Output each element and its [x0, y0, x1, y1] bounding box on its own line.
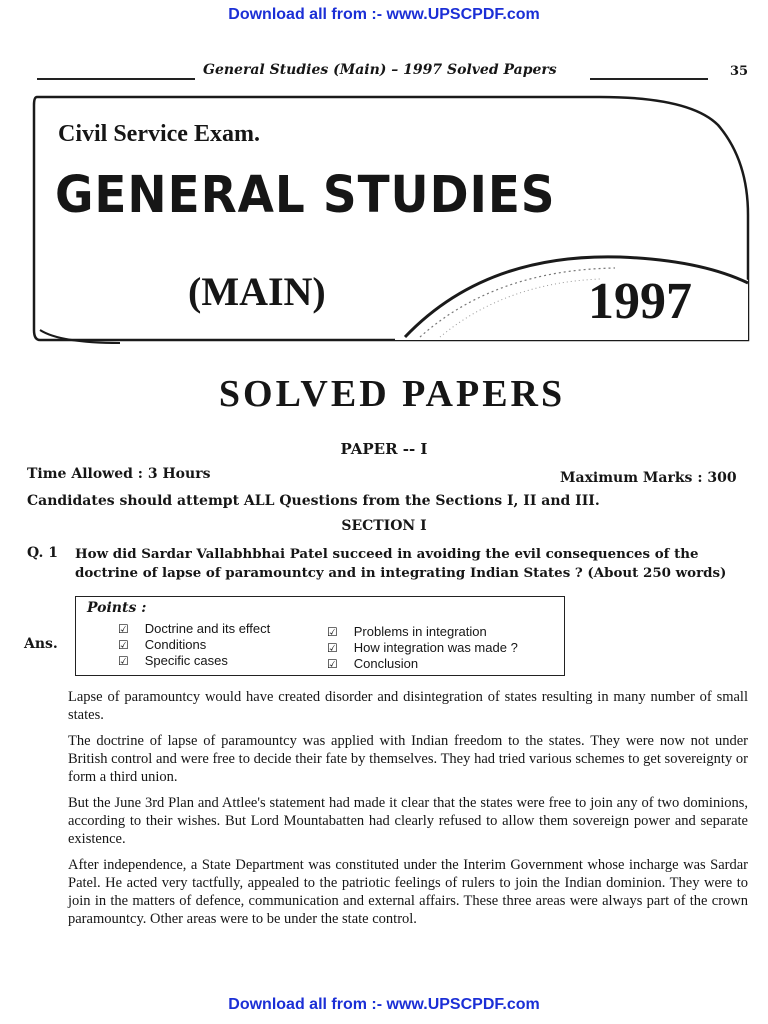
paragraph: The doctrine of lapse of paramountcy was applied with Indian freedom to the states. They were now not under British control and were free to decide their fate by themselves. They had tried various schemes to get sovereignty or form a third union. — [68, 733, 748, 785]
point-item: ☑ How integration was made ? — [327, 640, 518, 655]
solved-papers-heading: SOLVED PAPERS — [218, 373, 566, 415]
point-item: ☑ Conditions — [118, 637, 207, 652]
question-number: Q. 1 — [27, 545, 58, 561]
point-item: ☑ Specific cases — [118, 653, 228, 668]
point-item: ☑ Doctrine and its effect — [118, 621, 271, 636]
paragraph: But the June 3rd Plan and Attlee's statement had made it clear that the states were free to join any of two dominions, according to their wishes. But Lord Mountabatten had clearly refused to allow them sovereign power and separate existence. — [68, 795, 748, 847]
main-title: GENERAL STUDIES — [55, 166, 556, 225]
year-label: 1997 — [588, 273, 692, 330]
answer-body — [68, 688, 748, 936]
main-subtitle: (MAIN) — [188, 269, 326, 314]
checked-box-icon: ☑ — [327, 657, 338, 671]
header-rule-right — [590, 78, 708, 80]
paragraph: Lapse of paramountcy would have created disorder and disintegration of states resulting in many number of small states. — [68, 689, 748, 723]
checked-box-icon: ☑ — [118, 654, 129, 668]
checked-box-icon: ☑ — [118, 638, 129, 652]
answer-label: Ans. — [24, 636, 58, 652]
maximum-marks: Maximum Marks : 300 — [560, 470, 737, 486]
download-link-bottom[interactable]: Download all from :- www.UPSCPDF.com — [228, 996, 540, 1013]
page-number: 35 — [730, 64, 749, 79]
download-link-top[interactable]: Download all from :- www.UPSCPDF.com — [228, 6, 540, 23]
running-title: General Studies (Main) – 1997 Solved Papers — [203, 62, 557, 78]
point-item: ☑ Problems in integration — [327, 624, 487, 639]
exam-label: Civil Service Exam. — [58, 121, 260, 147]
checked-box-icon: ☑ — [327, 625, 338, 639]
points-title: Points : — [87, 600, 147, 616]
section-label: SECTION I — [341, 518, 427, 534]
paragraph: After independence, a State Department was constituted under the Interim Government whose incharge was Sardar Patel. He acted very tactfully, appealed to the patriotic feelings of rulers to join the Indian dominion. They were to join in the matters of defence, communication and external affairs. These three areas were always part of the crown paramountcy. Other areas were to be under the state control. — [68, 857, 748, 927]
point-item: ☑ Conclusion — [327, 656, 419, 671]
paper-label: PAPER -- I — [340, 440, 428, 458]
instructions: Candidates should attempt ALL Questions from the Sections I, II and III. — [27, 493, 600, 509]
checked-box-icon: ☑ — [327, 641, 338, 655]
question-text: How did Sardar Vallabhbhai Patel succeed in avoiding the evil consequences of the doctrine of lapse of paramountcy and in integrating Indian States ? (About 250 words) — [75, 546, 727, 581]
header-rule-left — [37, 78, 195, 80]
checked-box-icon: ☑ — [118, 622, 129, 636]
time-allowed: Time Allowed : 3 Hours — [27, 466, 211, 482]
